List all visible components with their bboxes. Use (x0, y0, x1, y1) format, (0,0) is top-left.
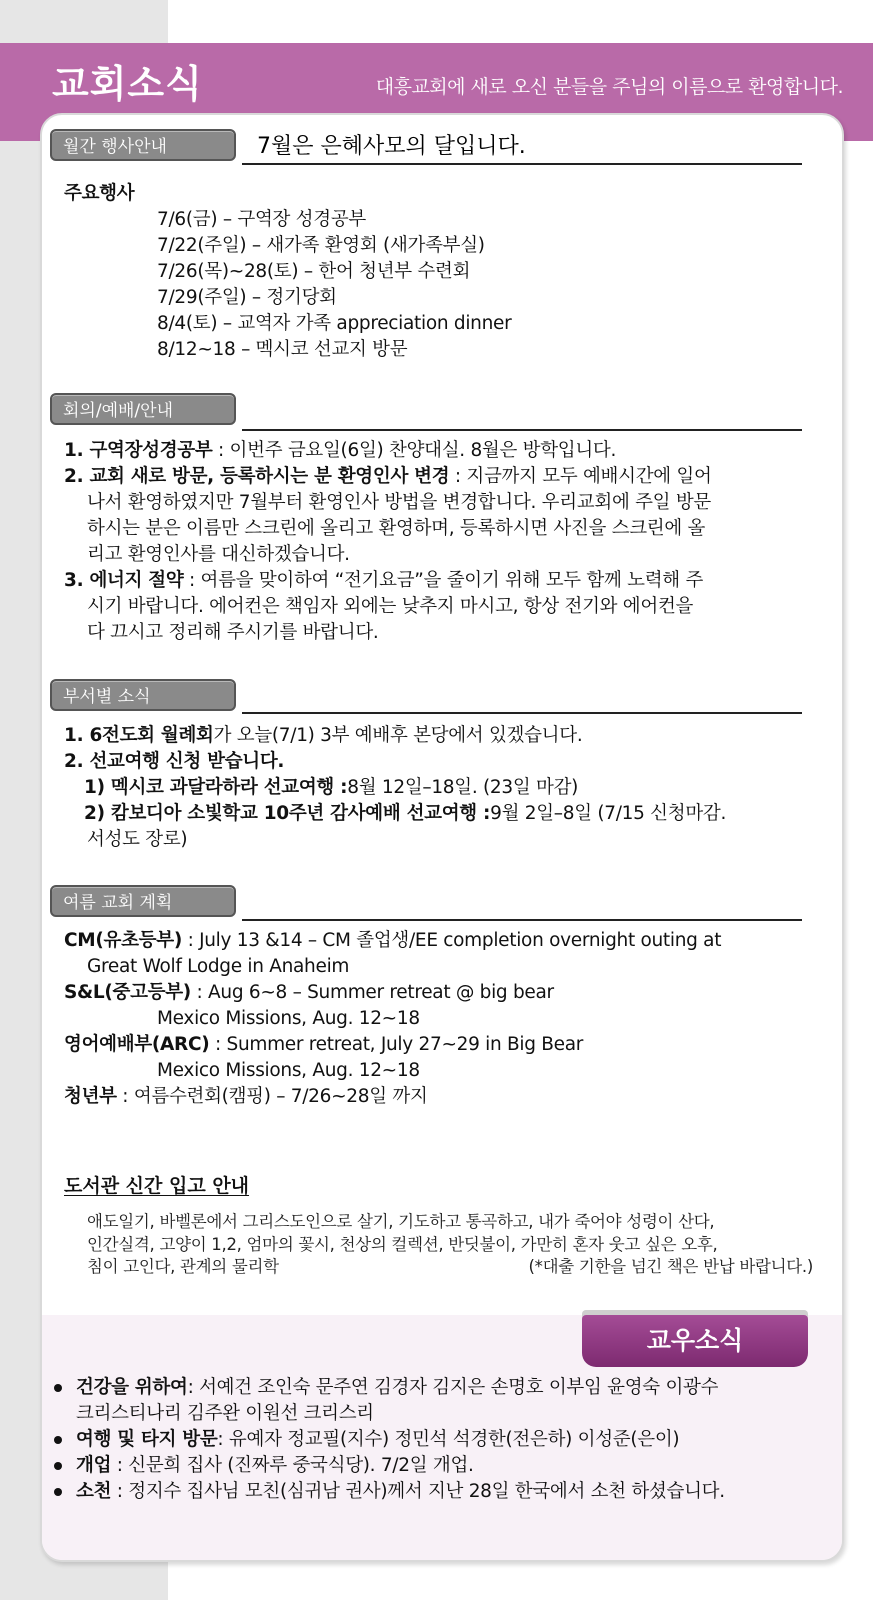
summer-bold: CM(유초등부) (64, 930, 182, 951)
alumni-list (50, 1375, 725, 1505)
notice-bold: 1. 구역장성경공부 (64, 440, 213, 461)
main-events-heading: 주요행사 (64, 183, 135, 204)
notice-line: 하시는 분은 이름만 스크린에 올리고 환영하며, 등록하시면 사진을 스크린에 올 (87, 518, 706, 539)
summer-item (64, 1032, 583, 1058)
section-divider (242, 712, 802, 714)
summer-bold: 청년부 (64, 1086, 117, 1107)
welcome-subtitle: 대흥교회에 새로 오신 분들을 주님의 이름으로 환영합니다. (375, 76, 843, 98)
news-card (40, 113, 844, 1562)
dept-bold: 2) 캄보디아 소빛학교 10주년 감사예배 선교여행 : (84, 803, 491, 824)
dept-text: 9월 2일–8일 (7/15 신청마감. (490, 803, 727, 824)
section-label-notices: 회의/예배/안내 (50, 393, 236, 425)
section-label-monthly: 월간 행사안내 (50, 129, 236, 161)
alumni-text: : 신문희 집사 (진짜루 중국식당). 7/2일 개업. (111, 1455, 474, 1476)
bullet-icon (54, 1488, 62, 1496)
notice-line: 리고 환영인사를 대신하겠습니다. (87, 544, 350, 565)
list-item (50, 1427, 725, 1453)
list-item-continued (50, 1401, 725, 1427)
event-item: 7/6(금) – 구역장 성경공부 (157, 209, 366, 230)
event-item: 7/22(주일) – 새가족 환영회 (새가족부실) (157, 235, 485, 256)
dept-bold: 1) 멕시코 과달라하라 선교여행 : (84, 777, 348, 798)
alumni-bold: 여행 및 타지 방문 (76, 1429, 218, 1450)
library-line: 애도일기, 바벨론에서 그리스도인으로 살기, 기도하고 통곡하고, 내가 죽어야 성령이 산다, (87, 1212, 715, 1231)
list-item (50, 1453, 725, 1479)
alumni-bold: 건강을 위하여 (76, 1377, 188, 1398)
summer-item (64, 1084, 428, 1110)
summer-line: Mexico Missions, Aug. 12~18 (157, 1060, 420, 1081)
library-line: 인간실격, 고양이 1,2, 엄마의 꽃시, 천상의 컬렉션, 반딧불이, 가만히 혼자 웃고 싶은 오후, (87, 1234, 718, 1254)
dept-item (64, 723, 582, 749)
library-list (87, 1211, 813, 1279)
alumni-text: 크리스티나리 김주완 이원선 크리스리 (76, 1403, 374, 1424)
notice-text: : 이번주 금요일(6일) 찬양대실. 8월은 방학입니다. (212, 440, 617, 461)
dept-item: 서성도 장로) (87, 829, 188, 850)
notice-line: 나서 환영하였지만 7월부터 환영인사 방법을 변경합니다. 우리교회에 주일 방문 (87, 492, 711, 513)
bullet-icon (54, 1436, 62, 1444)
page-title: 교회소식 (52, 62, 203, 106)
summer-bold: S&L(중고등부) (64, 982, 191, 1003)
section-divider (242, 919, 802, 921)
event-item: 7/26(목)~28(토) – 한어 청년부 수련회 (157, 261, 471, 282)
library-title: 도서관 신간 입고 안내 (64, 1175, 250, 1197)
dept-text: 가 오늘(7/1) 3부 예배후 본당에서 있겠습니다. (213, 725, 583, 746)
alumni-text: : 정지수 집사님 모친(심귀남 권사)께서 지난 28일 한국에서 소천 하셨습니다. (111, 1481, 725, 1502)
library-line-row (87, 1256, 813, 1279)
alumni-text: : 서예건 조인숙 문주연 김경자 김지은 손명호 이부임 윤영숙 이광수 (187, 1377, 719, 1398)
summer-text: : July 13 &14 – CM 졸업생/EE completion overnight outing at (181, 930, 722, 951)
summer-text: : Aug 6~8 – Summer retreat @ big bear (190, 982, 554, 1003)
dept-item: 2. 선교여행 신청 받습니다. (64, 751, 285, 772)
notice-item (64, 438, 616, 464)
library-note: (*대출 기한을 넘긴 책은 반납 바랍니다.) (528, 1257, 813, 1276)
dept-bold: 1. 6전도회 월례회 (64, 725, 214, 746)
summer-item (64, 980, 554, 1006)
notice-text: : 여름을 맞이하여 “전기요금”을 줄이기 위해 모두 함께 노력해 주 (183, 570, 704, 591)
notice-bold: 2. 교회 새로 방문, 등록하시는 분 환영인사 변경 (64, 466, 450, 487)
section-divider (242, 429, 802, 431)
list-item (50, 1375, 725, 1401)
notice-line: 시기 바랍니다. 에어컨은 책임자 외에는 낮추지 마시고, 항상 전기와 에어컨을 (87, 596, 694, 617)
library-line: 침이 고인다, 관계의 물리학 (87, 1257, 279, 1276)
alumni-text: : 유예자 정교필(지수) 정민석 석경한(전은하) 이성준(은이) (217, 1429, 680, 1450)
section-label-summer: 여름 교회 계획 (50, 885, 236, 917)
alumni-title: 교우소식 (582, 1315, 808, 1367)
event-item: 7/29(주일) – 정기당회 (157, 287, 337, 308)
monthly-title: 7월은 은혜사모의 달입니다. (257, 134, 526, 159)
alumni-bold: 소천 (76, 1481, 112, 1502)
notice-item (64, 568, 703, 594)
section-label-dept: 부서별 소식 (50, 679, 236, 711)
notice-bold: 3. 에너지 절약 (64, 570, 184, 591)
summer-text: : 여름수련회(캠핑) – 7/26~28일 까지 (116, 1086, 428, 1107)
dept-item (84, 801, 726, 827)
notice-text: : 지금까지 모두 예배시간에 일어 (449, 466, 712, 487)
notice-item (64, 464, 712, 490)
bullet-icon (54, 1384, 62, 1392)
summer-bold: 영어예배부(ARC) (64, 1034, 210, 1055)
summer-line: Mexico Missions, Aug. 12~18 (157, 1008, 420, 1029)
list-item (50, 1479, 725, 1505)
dept-text: 8월 12일–18일. (23일 마감) (347, 777, 579, 798)
summer-item (64, 928, 721, 954)
summer-line: Great Wolf Lodge in Anaheim (87, 956, 350, 977)
notice-line: 다 끄시고 정리해 주시기를 바랍니다. (87, 622, 379, 643)
dept-item (84, 775, 578, 801)
section-divider (242, 163, 802, 165)
event-item: 8/4(토) – 교역자 가족 appreciation dinner (157, 313, 512, 334)
summer-text: : Summer retreat, July 27~29 in Big Bear (209, 1034, 584, 1055)
event-item: 8/12~18 – 멕시코 선교지 방문 (157, 339, 408, 360)
bullet-icon (54, 1462, 62, 1470)
alumni-bold: 개업 (76, 1455, 112, 1476)
